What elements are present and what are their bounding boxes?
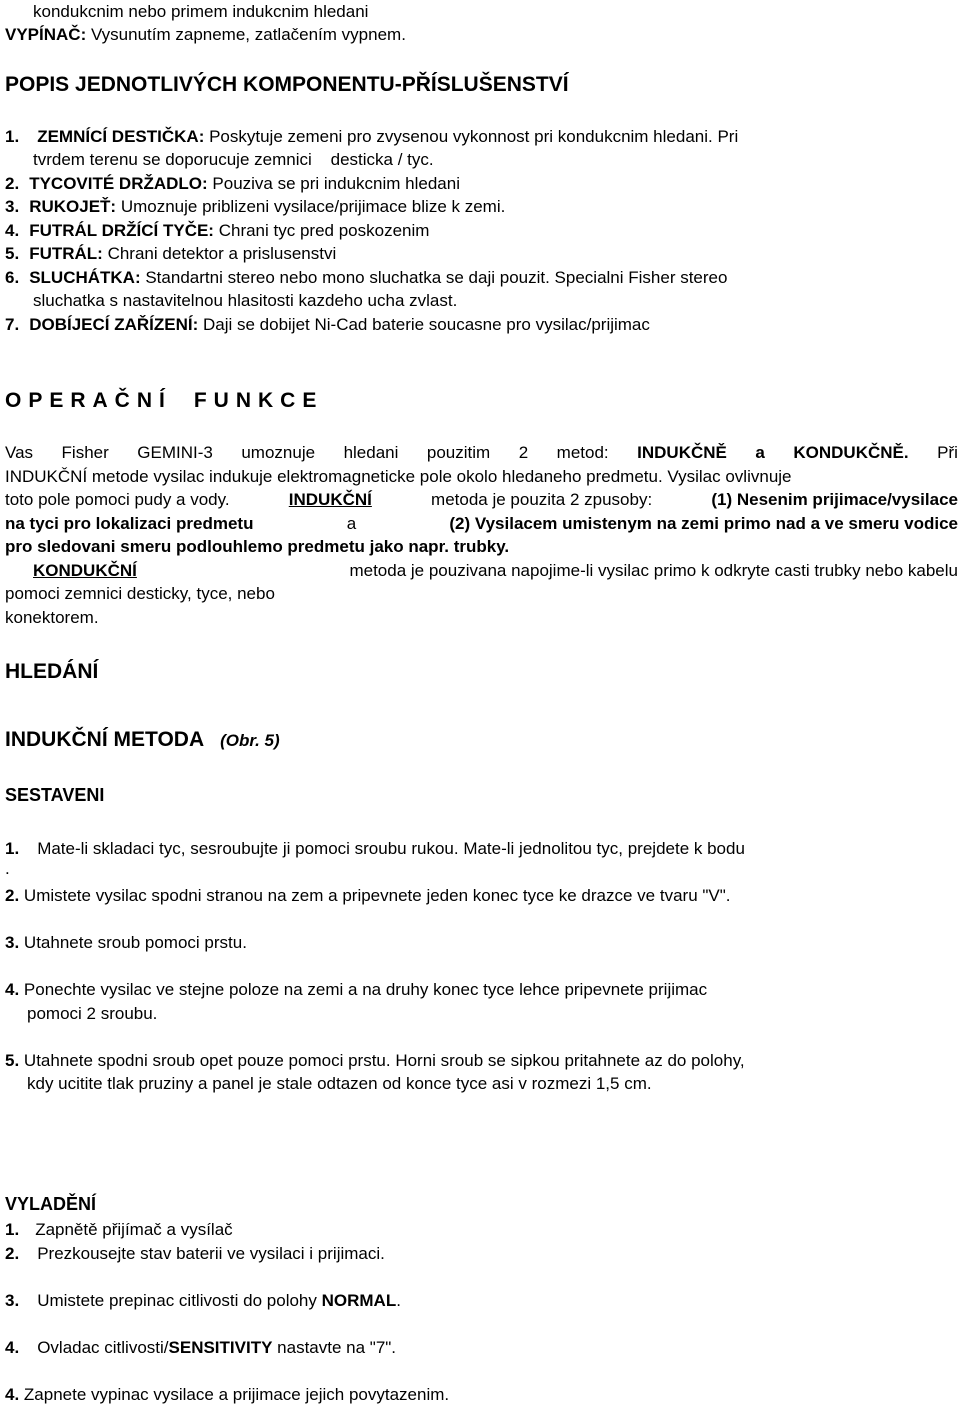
step-text: Zapnětě přijímač a vysílač (35, 1220, 233, 1239)
switch-label: VYPÍNAČ: (5, 25, 87, 44)
step-text: Utahnete sroub pomoci prstu. (19, 933, 247, 952)
item-name: ZEMNÍCÍ DESTIČKA: (37, 127, 205, 146)
step-num: 1. (5, 839, 20, 858)
step-item-cont: kdy ucitite tlak pruziny a panel je stale odtazen od konce tyce asi v rozmezi 1,5 cm. (27, 1074, 652, 1093)
word: umoznuje (241, 443, 316, 462)
switch-text: Vysunutím zapneme, zatlačením vypnem. (86, 25, 406, 44)
text-bold: na tyci pro lokalizaci predmetu (5, 514, 254, 533)
switch-line (5, 24, 406, 45)
step-text: Zapnete vypinac vysilace a prijimace jejich povytazenim. (19, 1385, 450, 1404)
text-underlined: KONDUKČNÍ (33, 561, 137, 580)
figure-ref: (Obr. 5) (220, 731, 280, 750)
item-num: 7. (5, 315, 20, 334)
word: GEMINI-3 (137, 443, 213, 462)
step-num: 3. (5, 933, 20, 952)
step-item-cont: . (5, 859, 10, 878)
item-num: 1. (5, 127, 20, 146)
component-item (5, 314, 650, 335)
assembly-heading: SESTAVENI (5, 785, 105, 805)
step-item (5, 979, 707, 1000)
text: metoda je pouzita 2 zpusoby: (431, 490, 653, 509)
operation-line (5, 513, 958, 534)
text: metoda je pouzivana napojime-li vysilac primo k odkryte casti trubky nebo kabelu (349, 561, 958, 580)
word-bold: KONDUKČNĚ. (793, 443, 909, 462)
text: a (346, 514, 357, 533)
step-num: 2. (5, 1244, 20, 1263)
operation-line (5, 489, 958, 510)
step-num: 4. (5, 1338, 20, 1357)
item-text: Chrani detektor a prislusenstvi (102, 244, 337, 263)
tuning-step (5, 1219, 233, 1240)
component-item-cont: tvrdem terenu se doporucuje zemnici desticka / tyc. (33, 150, 434, 169)
operation-line: INDUKČNÍ metode vysilac indukuje elektromagneticke pole okolo hledaneho predmetu. Vysilac ovlivnuje (5, 467, 792, 486)
step-num: 5. (5, 1051, 20, 1070)
step-text: Prezkousejte stav baterii ve vysilaci i prijimaci. (37, 1244, 385, 1263)
word: 2 (518, 443, 529, 462)
item-text: Poskytuje zemeni pro zvysenou vykonnost pri kondukcnim hledani. Pri (204, 127, 739, 146)
search-heading: HLEDÁNÍ (5, 660, 99, 683)
step-text: Utahnete spodni sroub opet pouze pomoci prstu. Horni sroub se sipkou pritahnete az do polohy, (19, 1051, 745, 1070)
step-text: Umistete vysilac spodni stranou na zem a pripevnete jeden konec tyce ke drazce ve tvaru "V". (19, 886, 731, 905)
step-text: Umistete prepinac citlivosti do polohy (37, 1291, 322, 1310)
operation-line (5, 442, 958, 463)
item-name: RUKOJEŤ: (29, 197, 117, 216)
item-text: Umoznuje priblizeni vysilace/prijimace blize k zemi. (116, 197, 506, 216)
text-bold: (2) Vysilacem umistenym na zemi primo nad a ve smeru vodice (449, 514, 958, 533)
step-text-bold: SENSITIVITY (168, 1338, 273, 1357)
step-text: . (396, 1291, 401, 1310)
components-heading: POPIS JEDNOTLIVÝCH KOMPONENTU-PŘÍSLUŠENSTVÍ (5, 73, 569, 96)
step-item (5, 932, 247, 953)
component-item (5, 126, 738, 147)
step-num: 1. (5, 1220, 20, 1239)
tuning-step (5, 1290, 401, 1311)
component-item (5, 173, 460, 194)
method-title: INDUKČNÍ METODA (5, 728, 205, 751)
operation-heading (5, 388, 323, 414)
operation-heading-word2: FUNKCE (193, 389, 324, 412)
intro-line (33, 1, 368, 22)
text: toto pole pomoci pudy a vody. (5, 490, 230, 509)
item-num: 4. (5, 221, 20, 240)
text-underlined: INDUKČNÍ (288, 490, 372, 509)
word-bold: INDUKČNĚ (637, 443, 727, 462)
item-name: FUTRÁL: (29, 244, 103, 263)
step-text: Ponechte vysilac ve stejne poloze na zemi a na druhy konec tyce lehce pripevnete prijimac (19, 980, 708, 999)
word-bold: a (755, 443, 765, 462)
step-text: nastavte na "7". (272, 1338, 397, 1357)
step-item (5, 838, 745, 859)
item-num: 5. (5, 244, 20, 263)
operation-line: pro sledovani smeru podlouhlemo predmetu jako napr. trubky. (5, 537, 510, 556)
operation-heading-word1: OPERAČNÍ (5, 389, 172, 412)
word: hledani (343, 443, 399, 462)
item-text: Standartni stereo nebo mono sluchatka se daji pouzit. Specialni Fisher stereo (140, 268, 728, 287)
step-text-bold: NORMAL (321, 1291, 397, 1310)
step-text: Ovladac citlivosti/ (37, 1338, 169, 1357)
component-item (5, 267, 727, 288)
item-name: TYCOVITÉ DRŽADLO: (29, 174, 208, 193)
text-bold: (1) Nesenim prijimace/vysilace (711, 490, 958, 509)
item-num: 6. (5, 268, 20, 287)
step-item (5, 885, 731, 906)
step-item-cont: pomoci 2 sroubu. (27, 1004, 158, 1023)
operation-line: konektorem. (5, 608, 99, 627)
tuning-step (5, 1384, 449, 1405)
step-num: 2. (5, 886, 20, 905)
component-item (5, 220, 429, 241)
component-item (5, 196, 505, 217)
item-text: Pouziva se pri indukcnim hledani (207, 174, 460, 193)
step-item (5, 1050, 745, 1071)
word: pouzitim (426, 443, 491, 462)
intro-text: kondukcnim nebo primem indukcnim hledani (33, 2, 369, 21)
step-num: 3. (5, 1291, 20, 1310)
word: Fisher (61, 443, 109, 462)
word: Vas (5, 443, 34, 462)
step-num: 4. (5, 1385, 20, 1404)
item-text: Chrani tyc pred poskozenim (213, 221, 430, 240)
component-item (5, 243, 336, 264)
tuning-step (5, 1243, 385, 1264)
item-name: DOBÍJECÍ ZAŘÍZENÍ: (29, 315, 199, 334)
item-num: 2. (5, 174, 20, 193)
tuning-heading: VYLADĚNÍ (5, 1194, 97, 1214)
operation-line: pomoci zemnici desticky, tyce, nebo (5, 584, 275, 603)
component-item-cont: sluchatka s nastavitelnou hlasitosti kazdeho ucha zvlast. (33, 291, 458, 310)
word: metod: (556, 443, 609, 462)
word: Při (937, 443, 958, 462)
step-num: 4. (5, 980, 20, 999)
item-name: SLUCHÁTKA: (29, 268, 141, 287)
item-name: FUTRÁL DRŽÍCÍ TYČE: (29, 221, 214, 240)
step-text: Mate-li skladaci tyc, sesroubujte ji pomoci sroubu rukou. Mate-li jednolitou tyc, prejdete k bodu (37, 839, 745, 858)
operation-line (33, 560, 958, 581)
method-heading (5, 727, 280, 753)
item-num: 3. (5, 197, 20, 216)
item-text: Daji se dobijet Ni-Cad baterie soucasne pro vysilac/prijimac (198, 315, 650, 334)
tuning-step (5, 1337, 396, 1358)
